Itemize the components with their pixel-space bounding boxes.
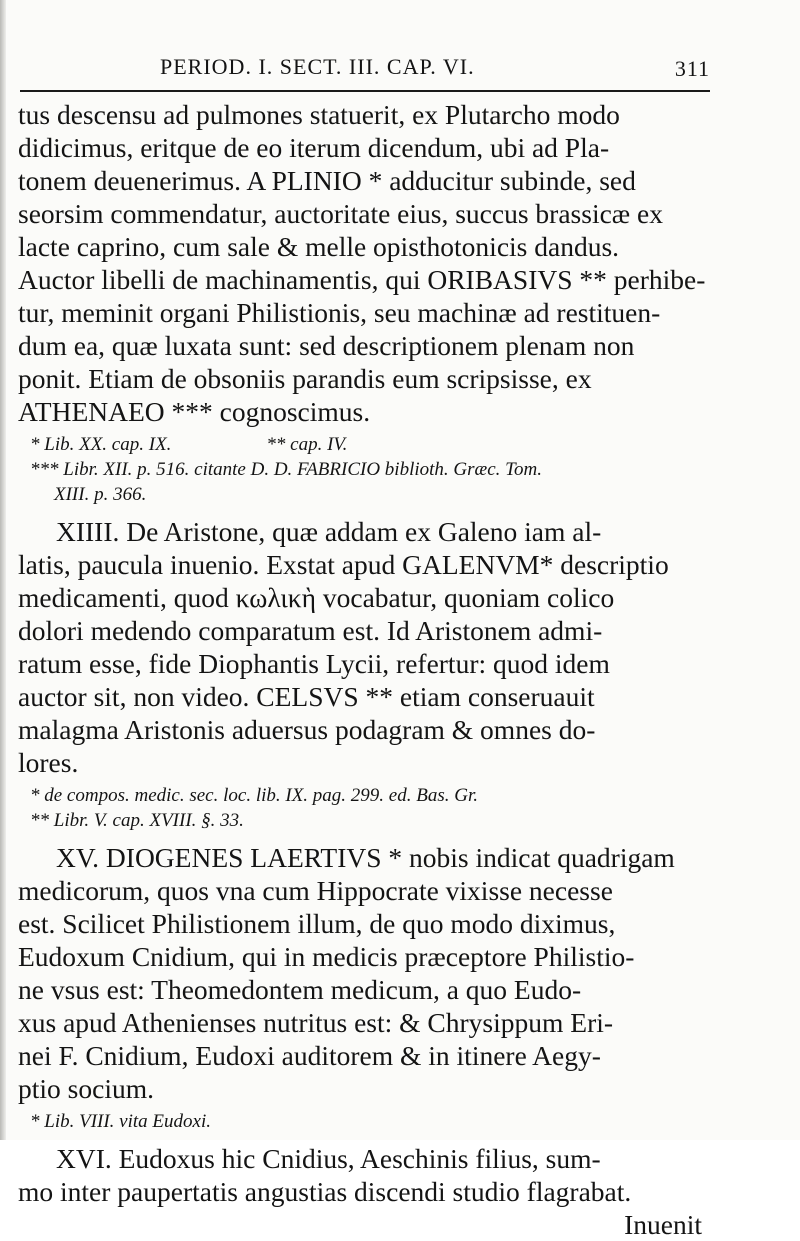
text-line: Eudoxum Cnidium, qui in medicis præceptore Philistio- xyxy=(18,941,635,972)
text-line: tur, meminit organi Philistionis, seu machinæ ad restituen- xyxy=(18,297,661,328)
text-line: XIIII. De Aristone, quæ addam ex Galeno iam al- xyxy=(56,516,602,547)
footnote-line: *** Libr. XII. p. 516. citante D. D. FABRICIO biblioth. Græc. Tom. xyxy=(30,459,542,480)
text-line: lores. xyxy=(18,747,79,778)
footnotes-1 xyxy=(18,432,708,507)
text-line: nei F. Cnidium, Eudoxi auditorem & in itinere Aegy- xyxy=(18,1040,601,1071)
text-line: mo inter paupertatis angustias discendi studio flagrabat. xyxy=(18,1176,632,1207)
text-line: ne vsus est: Theomedontem medicum, a quo Eudo- xyxy=(18,974,582,1005)
section-xvi xyxy=(18,1142,708,1208)
page-header xyxy=(20,54,710,86)
section-xiiii xyxy=(18,515,708,779)
page-edge-shadow xyxy=(0,0,6,1140)
paragraph-1 xyxy=(18,98,708,428)
running-head: PERIOD. I. SECT. III. CAP. VI. xyxy=(160,54,475,79)
text-line: seorsim commendatur, auctoritate eius, succus brassicæ ex xyxy=(18,198,663,229)
footnote-line: * Lib. VIII. vita Eudoxi. xyxy=(30,1111,211,1132)
text-line: didicimus, eritque de eo iterum dicendum, ubi ad Pla- xyxy=(18,132,610,163)
text-line: ratum esse, fide Diophantis Lycii, refertur: quod idem xyxy=(18,648,610,679)
page-number: 311 xyxy=(674,56,710,81)
text-line: est. Scilicet Philistionem illum, de quo modo diximus, xyxy=(18,908,616,939)
text-line: lacte caprino, cum sale & melle opisthotonicis dandus. xyxy=(18,231,620,262)
footnotes-3 xyxy=(18,1109,708,1134)
text-line: malagma Aristonis aduersus podagram & omnes do- xyxy=(18,714,596,745)
footnotes-2 xyxy=(18,783,708,833)
text-line: medicamenti, quod κωλικὴ vocabatur, quoniam colico xyxy=(18,582,615,613)
text-line: dolori medendo comparatum est. Id Aristonem admi- xyxy=(18,615,603,646)
text-line: XVI. Eudoxus hic Cnidius, Aeschinis filius, sum- xyxy=(56,1143,601,1174)
footnote-line: XIII. p. 366. xyxy=(54,484,147,505)
text-line: dum ea, quæ luxata sunt: sed descriptionem plenam non xyxy=(18,330,635,361)
text-line: tus descensu ad pulmones statuerit, ex Plutarcho modo xyxy=(18,99,620,130)
body-text xyxy=(18,98,708,1241)
text-line: tonem deuenerimus. A PLINIO * adducitur subinde, sed xyxy=(18,165,636,196)
text-line: ATHENAEO *** cognoscimus. xyxy=(18,396,371,427)
text-line: XV. DIOGENES LAERTIVS * nobis indicat quadrigam xyxy=(56,842,675,873)
text-line: ptio socium. xyxy=(18,1073,154,1104)
text-line: ponit. Etiam de obsoniis parandis eum scripsisse, ex xyxy=(18,363,592,394)
text-line: xus apud Athenienses nutritus est: & Chrysippum Eri- xyxy=(18,1007,614,1038)
section-xv xyxy=(18,841,708,1105)
text-line: medicorum, quos vna cum Hippocrate vixisse necesse xyxy=(18,875,613,906)
footnote-line: * de compos. medic. sec. loc. lib. IX. pag. 299. ed. Bas. Gr. xyxy=(30,785,479,806)
catchword: Inuenit xyxy=(624,1209,702,1240)
text-line: latis, paucula inuenio. Exstat apud GALENVM* descriptio xyxy=(18,549,669,580)
footnote-line: ** Libr. V. cap. XVIII. §. 33. xyxy=(30,810,244,831)
header-rule xyxy=(20,90,710,92)
text-line: auctor sit, non video. CELSVS ** etiam conseruauit xyxy=(18,681,595,712)
footnote-line: * Lib. XX. cap. IX. ** cap. IV. xyxy=(30,434,348,455)
text-line: Auctor libelli de machinamentis, qui ORIBASIVS ** perhibe- xyxy=(18,264,706,295)
